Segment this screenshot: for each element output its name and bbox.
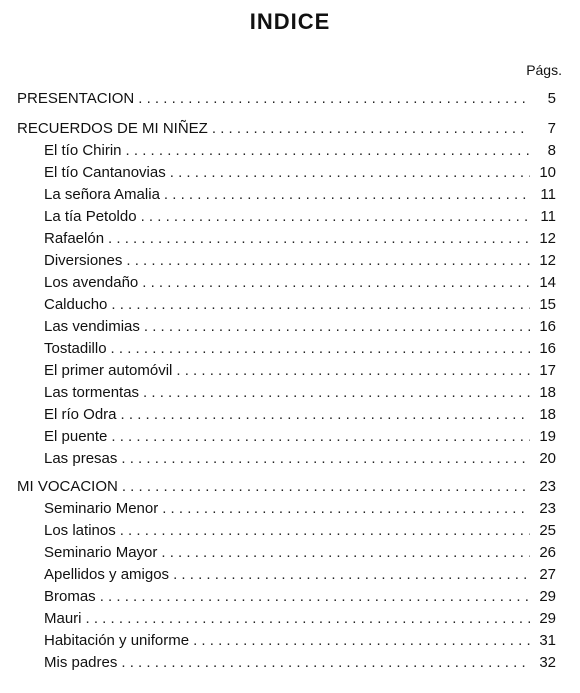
dot-leader <box>126 140 530 162</box>
toc-entry <box>0 564 580 586</box>
toc-page-number: 19 <box>539 428 556 445</box>
toc-entry-title: El primer automóvil <box>44 362 173 379</box>
toc-page-number: 8 <box>547 142 556 159</box>
toc-entry-title: El río Odra <box>44 406 117 423</box>
toc-page-number: 18 <box>539 384 556 401</box>
toc-entry <box>0 630 580 652</box>
toc-entry <box>0 272 580 294</box>
toc-section-presentacion <box>0 88 580 110</box>
toc-entry <box>0 184 580 206</box>
toc-entry-title: Habitación y uniforme <box>44 632 190 649</box>
toc-section-title: PRESENTACION <box>17 90 135 107</box>
toc-entry <box>0 498 580 520</box>
toc-entry-title: El tío Chirin <box>44 142 122 159</box>
toc-entry-title: Diversiones <box>44 252 123 269</box>
toc-entry <box>0 140 580 162</box>
toc-page-number: 18 <box>539 406 556 423</box>
toc-entry <box>0 426 580 448</box>
toc-entry <box>0 360 580 382</box>
pages-column-label: Págs. <box>526 62 562 78</box>
dot-leader <box>100 586 530 608</box>
dot-leader <box>143 382 530 404</box>
toc-page-number: 29 <box>539 610 556 627</box>
dot-leader <box>138 88 530 110</box>
dot-leader <box>144 316 530 338</box>
toc-entry <box>0 162 580 184</box>
dot-leader <box>164 184 530 206</box>
dot-leader <box>111 294 530 316</box>
toc-page-number: 23 <box>539 500 556 517</box>
toc-entry-title: La tía Petoldo <box>44 208 137 225</box>
toc-entry-title: Mis padres <box>44 654 118 671</box>
dot-leader <box>161 542 530 564</box>
toc-entry <box>0 250 580 272</box>
toc-page-number: 16 <box>539 340 556 357</box>
toc-entry-title: Las vendimias <box>44 318 140 335</box>
dot-leader <box>120 520 530 542</box>
toc-entry <box>0 448 580 470</box>
toc-entry-title: Apellidos y amigos <box>44 566 170 583</box>
toc-page-number: 27 <box>539 566 556 583</box>
toc-page-number: 15 <box>539 296 556 313</box>
toc-entry <box>0 316 580 338</box>
toc-entry <box>0 404 580 426</box>
toc-page-number: 23 <box>539 478 556 495</box>
dot-leader <box>173 564 530 586</box>
toc-entry-title: Tostadillo <box>44 340 107 357</box>
toc-entry-title: Las tormentas <box>44 384 140 401</box>
toc-entry-title: Bromas <box>44 588 96 605</box>
dot-leader <box>121 652 530 674</box>
toc-entry <box>0 520 580 542</box>
toc-page-number: 31 <box>539 632 556 649</box>
toc-page-number: 11 <box>540 186 556 203</box>
toc-entry-title: Calducho <box>44 296 108 313</box>
toc-page-number: 14 <box>539 274 556 291</box>
toc-section-title: RECUERDOS DE MI NIÑEZ <box>17 120 208 137</box>
toc-page-number: 5 <box>547 90 556 107</box>
toc-section-recuerdos <box>0 118 580 140</box>
dot-leader <box>122 476 530 498</box>
toc-section-vocacion <box>0 476 580 498</box>
toc-entry <box>0 608 580 630</box>
toc-entry-title: Rafaelón <box>44 230 105 247</box>
toc-entry <box>0 382 580 404</box>
dot-leader <box>193 630 530 652</box>
toc-page-number: 12 <box>539 230 556 247</box>
dot-leader <box>121 404 530 426</box>
toc-entry <box>0 652 580 674</box>
dot-leader <box>86 608 530 630</box>
toc-entry-title: El puente <box>44 428 108 445</box>
toc-page-number: 12 <box>539 252 556 269</box>
dot-leader <box>162 498 530 520</box>
toc-page-number: 20 <box>539 450 556 467</box>
toc-entry-title: Los latinos <box>44 522 116 539</box>
toc-section-title: MI VOCACION <box>17 478 118 495</box>
toc-entry <box>0 338 580 360</box>
toc-page-number: 25 <box>539 522 556 539</box>
toc-entry <box>0 586 580 608</box>
toc-page-number: 16 <box>539 318 556 335</box>
dot-leader <box>111 338 530 360</box>
dot-leader <box>111 426 530 448</box>
dot-leader <box>212 118 530 140</box>
toc-page-number: 26 <box>539 544 556 561</box>
toc-page-number: 7 <box>547 120 556 137</box>
toc-page-number: 32 <box>539 654 556 671</box>
toc-entry <box>0 228 580 250</box>
dot-leader <box>108 228 530 250</box>
dot-leader <box>121 448 530 470</box>
toc-entry-title: El tío Cantanovias <box>44 164 166 181</box>
dot-leader <box>176 360 530 382</box>
toc-entry-title: Las presas <box>44 450 118 467</box>
toc-entry-title: Seminario Mayor <box>44 544 158 561</box>
dot-leader <box>141 206 530 228</box>
toc-page-number: 11 <box>540 208 556 225</box>
toc-entry-title: Mauri <box>44 610 82 627</box>
toc-entry-title: Los avendaño <box>44 274 139 291</box>
toc-entry-title: La señora Amalia <box>44 186 160 203</box>
page-title: INDICE <box>249 9 331 34</box>
toc-entry <box>0 294 580 316</box>
dot-leader <box>170 162 530 184</box>
dot-leader <box>142 272 530 294</box>
toc-entry <box>0 206 580 228</box>
toc-page-number: 10 <box>539 164 556 181</box>
dot-leader <box>126 250 530 272</box>
toc-entry <box>0 542 580 564</box>
toc-entry-title: Seminario Menor <box>44 500 159 517</box>
toc-page-number: 17 <box>539 362 556 379</box>
toc-page-number: 29 <box>539 588 556 605</box>
